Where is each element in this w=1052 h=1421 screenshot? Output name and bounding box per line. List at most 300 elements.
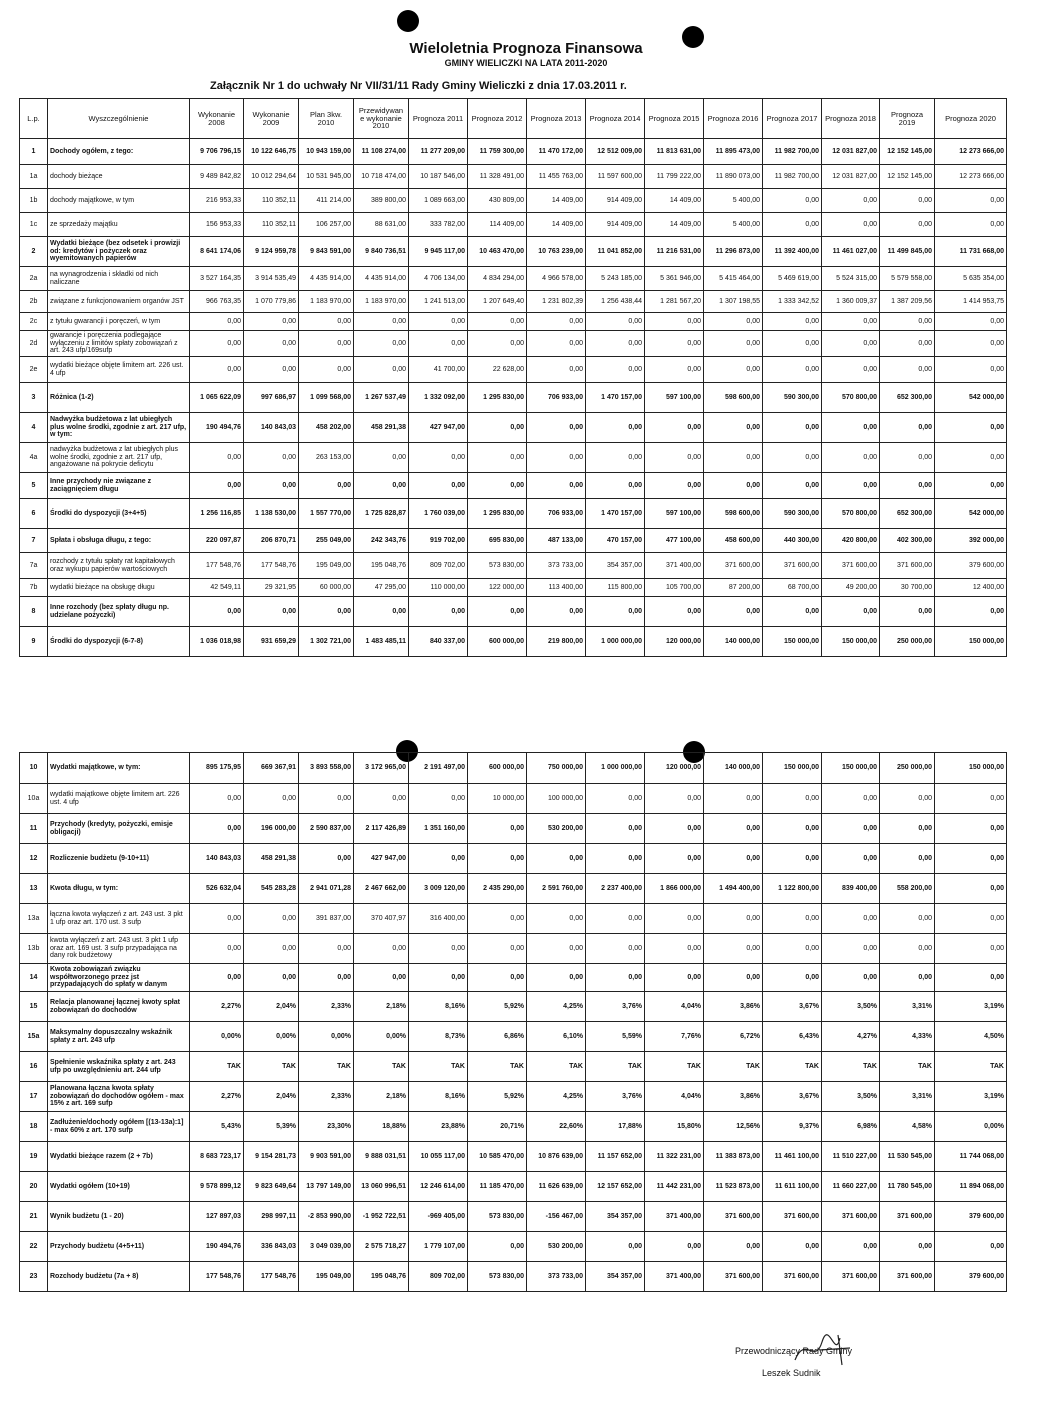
row-label: dochody majątkowe, w tym (48, 189, 190, 213)
value-cell: 4,27% (822, 1022, 880, 1052)
value-cell: 598 600,00 (704, 499, 763, 529)
column-header: Prognoza 2019 (880, 99, 935, 139)
value-cell: 11 322 231,00 (645, 1142, 704, 1172)
value-cell: 110 000,00 (409, 579, 468, 597)
value-cell: 3,50% (822, 1082, 880, 1112)
value-cell: 1 000 000,00 (586, 753, 645, 784)
value-cell: 6,43% (763, 1022, 822, 1052)
row-label: Spełnienie wskaźnika spłaty z art. 243 ufp po uwzględnieniu art. 244 ufp (48, 1052, 190, 1082)
value-cell: 1 267 537,49 (354, 383, 409, 413)
table-row (20, 473, 1007, 499)
value-cell: 600 000,00 (468, 627, 527, 657)
value-cell: 0,00 (244, 443, 299, 473)
value-cell: 0,00 (409, 443, 468, 473)
document-subtitle: GMINY WIELICZKI NA LATA 2011-2020 (444, 58, 608, 68)
value-cell: 0,00 (880, 357, 935, 383)
row-label: nadwyżka budżetowa z lat ubiegłych plus wolne środki, zgodnie z art. 217 ufp, angażowane na pokrycie deficytu (48, 443, 190, 473)
value-cell: 391 837,00 (299, 904, 354, 934)
value-cell: 0,00 (586, 473, 645, 499)
value-cell: 0,00 (409, 597, 468, 627)
value-cell: 11 611 100,00 (763, 1172, 822, 1202)
value-cell: 0,00 (468, 814, 527, 844)
table-row (20, 267, 1007, 291)
value-cell: 11 523 873,00 (704, 1172, 763, 1202)
column-header: Wykonanie 2009 (244, 99, 299, 139)
value-cell: 4,04% (645, 992, 704, 1022)
row-number: 7 (20, 529, 48, 553)
row-label: Rozliczenie budżetu (9-10+11) (48, 844, 190, 874)
value-cell: 0,00 (586, 1232, 645, 1262)
value-cell: 430 809,00 (468, 189, 527, 213)
value-cell: 0,00 (354, 357, 409, 383)
value-cell: 0,00 (527, 964, 586, 992)
value-cell: 0,00 (704, 443, 763, 473)
value-cell: 0,00 (822, 213, 880, 237)
row-label: Środki do dyspozycji (3+4+5) (48, 499, 190, 529)
value-cell: 11 597 600,00 (586, 165, 645, 189)
value-cell: 0,00 (645, 473, 704, 499)
table-row (20, 1232, 1007, 1262)
value-cell: 0,00 (586, 964, 645, 992)
value-cell: 3,19% (935, 1082, 1007, 1112)
value-cell: 373 733,00 (527, 1262, 586, 1292)
table-row (20, 934, 1007, 964)
value-cell: 0,00% (354, 1022, 409, 1052)
value-cell: 140 000,00 (704, 627, 763, 657)
row-number: 14 (20, 964, 48, 992)
value-cell: 10 055 117,00 (409, 1142, 468, 1172)
value-cell: 9,37% (763, 1112, 822, 1142)
value-cell: 839 400,00 (822, 874, 880, 904)
value-cell: 150 000,00 (935, 753, 1007, 784)
value-cell: 371 400,00 (645, 553, 704, 579)
value-cell: 0,00 (299, 473, 354, 499)
value-cell: 0,00 (409, 964, 468, 992)
value-cell: 0,00 (880, 814, 935, 844)
row-number: 10a (20, 784, 48, 814)
value-cell: 458 291,38 (244, 844, 299, 874)
value-cell: 354 357,00 (586, 1262, 645, 1292)
value-cell: 9 154 281,73 (244, 1142, 299, 1172)
value-cell: 150 000,00 (822, 753, 880, 784)
row-label: Relacja planowanej łącznej kwoty spłat zobowiązań do dochodów (48, 992, 190, 1022)
table-row (20, 383, 1007, 413)
row-number: 2d (20, 331, 48, 357)
value-cell: 4 834 294,00 (468, 267, 527, 291)
value-cell: 333 782,00 (409, 213, 468, 237)
value-cell: 0,00 (704, 904, 763, 934)
value-cell: 122 000,00 (468, 579, 527, 597)
table-row (20, 579, 1007, 597)
value-cell: 177 548,76 (190, 553, 244, 579)
value-cell: 9 903 591,00 (299, 1142, 354, 1172)
value-cell: 17,88% (586, 1112, 645, 1142)
value-cell: 11 813 631,00 (645, 139, 704, 165)
value-cell: 11 982 700,00 (763, 165, 822, 189)
value-cell: 0,00 (822, 473, 880, 499)
value-cell: 530 200,00 (527, 1232, 586, 1262)
value-cell: 997 686,97 (244, 383, 299, 413)
value-cell: 156 953,33 (190, 213, 244, 237)
value-cell: 0,00% (935, 1112, 1007, 1142)
value-cell: TAK (409, 1052, 468, 1082)
value-cell: -156 467,00 (527, 1202, 586, 1232)
value-cell: 0,00 (645, 331, 704, 357)
value-cell: 140 843,03 (190, 844, 244, 874)
value-cell: 0,00 (704, 1232, 763, 1262)
value-cell: 440 300,00 (763, 529, 822, 553)
value-cell: 3,76% (586, 992, 645, 1022)
value-cell: 0,00 (527, 413, 586, 443)
value-cell: 3 172 965,00 (354, 753, 409, 784)
value-cell: 9 578 899,12 (190, 1172, 244, 1202)
value-cell: 371 600,00 (822, 553, 880, 579)
value-cell: 590 300,00 (763, 499, 822, 529)
value-cell: 1 470 157,00 (586, 383, 645, 413)
value-cell: 3,86% (704, 992, 763, 1022)
value-cell: 0,00 (880, 597, 935, 627)
value-cell: 4,04% (645, 1082, 704, 1112)
value-cell: 0,00 (586, 814, 645, 844)
row-label: Środki do dyspozycji (6-7-8) (48, 627, 190, 657)
value-cell: 11 626 639,00 (527, 1172, 586, 1202)
value-cell: 10 122 646,75 (244, 139, 299, 165)
row-number: 17 (20, 1082, 48, 1112)
value-cell: 0,00 (935, 934, 1007, 964)
value-cell: 5,59% (586, 1022, 645, 1052)
column-header: Prognoza 2016 (704, 99, 763, 139)
row-number: 21 (20, 1202, 48, 1232)
value-cell: 0,00 (880, 1232, 935, 1262)
value-cell: 11 328 491,00 (468, 165, 527, 189)
value-cell: 0,00 (468, 904, 527, 934)
value-cell: 0,00 (763, 357, 822, 383)
value-cell: 0,00 (935, 473, 1007, 499)
value-cell: 9 888 031,51 (354, 1142, 409, 1172)
value-cell: 652 300,00 (880, 499, 935, 529)
value-cell: 427 947,00 (354, 844, 409, 874)
column-header: Prognoza 2017 (763, 99, 822, 139)
value-cell: 0,00 (190, 904, 244, 934)
value-cell: 11 530 545,00 (880, 1142, 935, 1172)
value-cell: 470 157,00 (586, 529, 645, 553)
value-cell: 12 152 145,00 (880, 165, 935, 189)
value-cell: 1 256 116,85 (190, 499, 244, 529)
value-cell: 41 700,00 (409, 357, 468, 383)
value-cell: 1 414 953,75 (935, 291, 1007, 313)
value-cell: 0,00 (822, 904, 880, 934)
column-header: Prognoza 2015 (645, 99, 704, 139)
row-label: gwarancje i poręczenia podlegające wyłączeniu z limitów spłaty zobowiązań z art. 243 ufp/169sufp (48, 331, 190, 357)
value-cell: 10 943 159,00 (299, 139, 354, 165)
value-cell: 2,04% (244, 992, 299, 1022)
row-label: Wydatki majątkowe, w tym: (48, 753, 190, 784)
value-cell: 5,92% (468, 1082, 527, 1112)
value-cell: 2 467 662,00 (354, 874, 409, 904)
value-cell: 542 000,00 (935, 499, 1007, 529)
value-cell: 0,00 (527, 357, 586, 383)
value-cell: 8,16% (409, 1082, 468, 1112)
value-cell: 5 243 185,00 (586, 267, 645, 291)
value-cell: TAK (527, 1052, 586, 1082)
value-cell: 0,00 (763, 784, 822, 814)
value-cell: 458 291,38 (354, 413, 409, 443)
value-cell: 1 779 107,00 (409, 1232, 468, 1262)
table-row (20, 499, 1007, 529)
value-cell: 10 463 470,00 (468, 237, 527, 267)
value-cell: 1 866 000,00 (645, 874, 704, 904)
value-cell: 2 941 071,28 (299, 874, 354, 904)
value-cell: 5,39% (244, 1112, 299, 1142)
value-cell: 0,00 (763, 331, 822, 357)
value-cell: 0,00 (527, 904, 586, 934)
row-label: Spłata i obsługa długu, z tego: (48, 529, 190, 553)
value-cell: 0,00 (704, 784, 763, 814)
value-cell: 8 683 723,17 (190, 1142, 244, 1172)
value-cell: 0,00 (645, 1232, 704, 1262)
value-cell: 1 183 970,00 (354, 291, 409, 313)
value-cell: 1 281 567,20 (645, 291, 704, 313)
value-cell: 196 000,00 (244, 814, 299, 844)
value-cell: TAK (880, 1052, 935, 1082)
row-number: 10 (20, 753, 48, 784)
value-cell: 371 400,00 (645, 1202, 704, 1232)
value-cell: 3,76% (586, 1082, 645, 1112)
value-cell: 3 893 558,00 (299, 753, 354, 784)
value-cell: -2 853 990,00 (299, 1202, 354, 1232)
value-cell: 42 549,11 (190, 579, 244, 597)
value-cell: 12 400,00 (935, 579, 1007, 597)
value-cell: 1 351 160,00 (409, 814, 468, 844)
value-cell: 0,00 (935, 313, 1007, 331)
value-cell: 120 000,00 (645, 627, 704, 657)
value-cell: 0,00 (704, 357, 763, 383)
row-number: 6 (20, 499, 48, 529)
value-cell: 0,00 (645, 814, 704, 844)
value-cell: 0,00 (527, 597, 586, 627)
row-number: 16 (20, 1052, 48, 1082)
value-cell: 150 000,00 (935, 627, 1007, 657)
value-cell: 573 830,00 (468, 553, 527, 579)
value-cell: 11 296 873,00 (704, 237, 763, 267)
value-cell: 2 237 400,00 (586, 874, 645, 904)
row-number: 4a (20, 443, 48, 473)
value-cell: 23,30% (299, 1112, 354, 1142)
value-cell: 0,00 (763, 443, 822, 473)
value-cell: TAK (586, 1052, 645, 1082)
document-title: Wieloletnia Prognoza Finansowa (409, 40, 643, 57)
column-header: Prognoza 2018 (822, 99, 880, 139)
value-cell: 0,00 (468, 413, 527, 443)
value-cell: 0,00% (190, 1022, 244, 1052)
value-cell: 590 300,00 (763, 383, 822, 413)
value-cell: 12 273 666,00 (935, 165, 1007, 189)
value-cell: 5,92% (468, 992, 527, 1022)
value-cell: 0,00 (586, 597, 645, 627)
value-cell: 255 049,00 (299, 529, 354, 553)
row-label: Przychody (kredyty, pożyczki, emisje obligacji) (48, 814, 190, 844)
value-cell: 0,00 (354, 934, 409, 964)
column-header: Prognoza 2012 (468, 99, 527, 139)
value-cell: 809 702,00 (409, 1262, 468, 1292)
value-cell: 573 830,00 (468, 1202, 527, 1232)
value-cell: 0,00 (586, 357, 645, 383)
value-cell: 0,00 (299, 357, 354, 383)
value-cell: 9 840 736,51 (354, 237, 409, 267)
value-cell: 558 200,00 (880, 874, 935, 904)
row-label: rozchody z tytułu spłaty rat kapitałowych oraz wykupu papierów wartościowych (48, 553, 190, 579)
value-cell: 1 760 039,00 (409, 499, 468, 529)
row-label: Przychody budżetu (4+5+11) (48, 1232, 190, 1262)
value-cell: 11 799 222,00 (645, 165, 704, 189)
value-cell: 13 797 149,00 (299, 1172, 354, 1202)
value-cell: 3,86% (704, 1082, 763, 1112)
table-row (20, 443, 1007, 473)
value-cell: 5 415 464,00 (704, 267, 763, 291)
value-cell: 0,00 (190, 443, 244, 473)
value-cell: 12 157 652,00 (586, 1172, 645, 1202)
value-cell: 0,00 (935, 874, 1007, 904)
value-cell: 0,00 (244, 473, 299, 499)
value-cell: 1 207 649,40 (468, 291, 527, 313)
value-cell: 8,73% (409, 1022, 468, 1052)
value-cell: 4 435 914,00 (299, 267, 354, 291)
row-number: 7b (20, 579, 48, 597)
value-cell: 2 591 760,00 (527, 874, 586, 904)
value-cell: 809 702,00 (409, 553, 468, 579)
value-cell: 2,18% (354, 1082, 409, 1112)
row-label: łączna kwota wyłączeń z art. 243 ust. 3 pkt 1 ufp oraz art. 170 ust. 3 sufp (48, 904, 190, 934)
value-cell: 11 277 209,00 (409, 139, 468, 165)
table-row (20, 597, 1007, 627)
column-header: Przewidywan e wykonanie 2010 (354, 99, 409, 139)
value-cell: 0,00 (880, 413, 935, 443)
value-cell: 9 489 842,82 (190, 165, 244, 189)
value-cell: 1 183 970,00 (299, 291, 354, 313)
value-cell: TAK (704, 1052, 763, 1082)
value-cell: 0,00 (409, 331, 468, 357)
value-cell: 9 124 959,78 (244, 237, 299, 267)
value-cell: 216 953,33 (190, 189, 244, 213)
value-cell: 3,67% (763, 1082, 822, 1112)
value-cell: 695 830,00 (468, 529, 527, 553)
value-cell: 0,00 (468, 844, 527, 874)
value-cell: 0,00 (763, 597, 822, 627)
value-cell: 177 548,76 (244, 1262, 299, 1292)
value-cell: 0,00 (299, 964, 354, 992)
value-cell: 0,00 (704, 844, 763, 874)
value-cell: 0,00 (935, 814, 1007, 844)
row-number: 9 (20, 627, 48, 657)
value-cell: 190 494,76 (190, 413, 244, 443)
value-cell: 0,00 (822, 597, 880, 627)
value-cell: 0,00 (468, 1232, 527, 1262)
value-cell: 379 600,00 (935, 1202, 1007, 1232)
value-cell: 140 000,00 (704, 753, 763, 784)
value-cell: 0,00 (645, 357, 704, 383)
value-cell: 127 897,03 (190, 1202, 244, 1232)
row-label: dochody bieżące (48, 165, 190, 189)
value-cell: 113 400,00 (527, 579, 586, 597)
row-number: 1 (20, 139, 48, 165)
value-cell: 0,00 (586, 413, 645, 443)
value-cell: 316 400,00 (409, 904, 468, 934)
value-cell: 0,00 (354, 597, 409, 627)
value-cell: 11 890 073,00 (704, 165, 763, 189)
value-cell: 3,19% (935, 992, 1007, 1022)
value-cell: 0,00 (880, 443, 935, 473)
attachment-line: Załącznik Nr 1 do uchwały Nr VII/31/11 Rady Gminy Wieliczki z dnia 17.03.2011 r. (210, 80, 627, 92)
value-cell: 250 000,00 (880, 753, 935, 784)
value-cell: 0,00 (822, 1232, 880, 1262)
value-cell: 2,27% (190, 1082, 244, 1112)
value-cell: 0,00 (586, 784, 645, 814)
value-cell: 14 409,00 (527, 189, 586, 213)
table-row (20, 139, 1007, 165)
value-cell: 6,86% (468, 1022, 527, 1052)
value-cell: 5 579 558,00 (880, 267, 935, 291)
value-cell: 6,72% (704, 1022, 763, 1052)
table-row (20, 1082, 1007, 1112)
value-cell: 0,00 (468, 313, 527, 331)
value-cell: 0,00 (822, 313, 880, 331)
table-row (20, 814, 1007, 844)
value-cell: 0,00 (880, 964, 935, 992)
value-cell: 0,00 (190, 473, 244, 499)
table-row (20, 413, 1007, 443)
value-cell: 12 273 666,00 (935, 139, 1007, 165)
value-cell: 11 392 400,00 (763, 237, 822, 267)
value-cell: 919 702,00 (409, 529, 468, 553)
value-cell: 966 763,35 (190, 291, 244, 313)
value-cell: 5 400,00 (704, 189, 763, 213)
value-cell: 371 600,00 (822, 1202, 880, 1232)
value-cell: 840 337,00 (409, 627, 468, 657)
value-cell: 0,00 (190, 597, 244, 627)
column-header: Prognoza 2014 (586, 99, 645, 139)
table-row (20, 357, 1007, 383)
table-row (20, 189, 1007, 213)
value-cell: 0,00 (244, 331, 299, 357)
value-cell: 10 763 239,00 (527, 237, 586, 267)
value-cell: 150 000,00 (822, 627, 880, 657)
value-cell: 542 000,00 (935, 383, 1007, 413)
value-cell: 0,00 (354, 473, 409, 499)
value-cell: 598 600,00 (704, 383, 763, 413)
value-cell: 0,00 (468, 331, 527, 357)
column-header: Prognoza 2011 (409, 99, 468, 139)
table-row (20, 1022, 1007, 1052)
value-cell: 88 631,00 (354, 213, 409, 237)
value-cell: 0,00 (190, 313, 244, 331)
row-label: Kwota długu, w tym: (48, 874, 190, 904)
value-cell: 10 000,00 (468, 784, 527, 814)
value-cell: 0,00 (935, 331, 1007, 357)
value-cell: 477 100,00 (645, 529, 704, 553)
value-cell: 0,00 (527, 313, 586, 331)
value-cell: TAK (299, 1052, 354, 1082)
value-cell: 10 876 639,00 (527, 1142, 586, 1172)
value-cell: 0,00 (190, 934, 244, 964)
value-cell: 22,60% (527, 1112, 586, 1142)
row-label: Nadwyżka budżetowa z lat ubiegłych plus wolne środki, zgodnie z art. 217 ufp, w tym: (48, 413, 190, 443)
value-cell: 458 600,00 (704, 529, 763, 553)
value-cell: 0,00 (704, 331, 763, 357)
value-cell: 0,00 (822, 443, 880, 473)
row-number: 2 (20, 237, 48, 267)
table-row (20, 904, 1007, 934)
value-cell: 2 590 837,00 (299, 814, 354, 844)
